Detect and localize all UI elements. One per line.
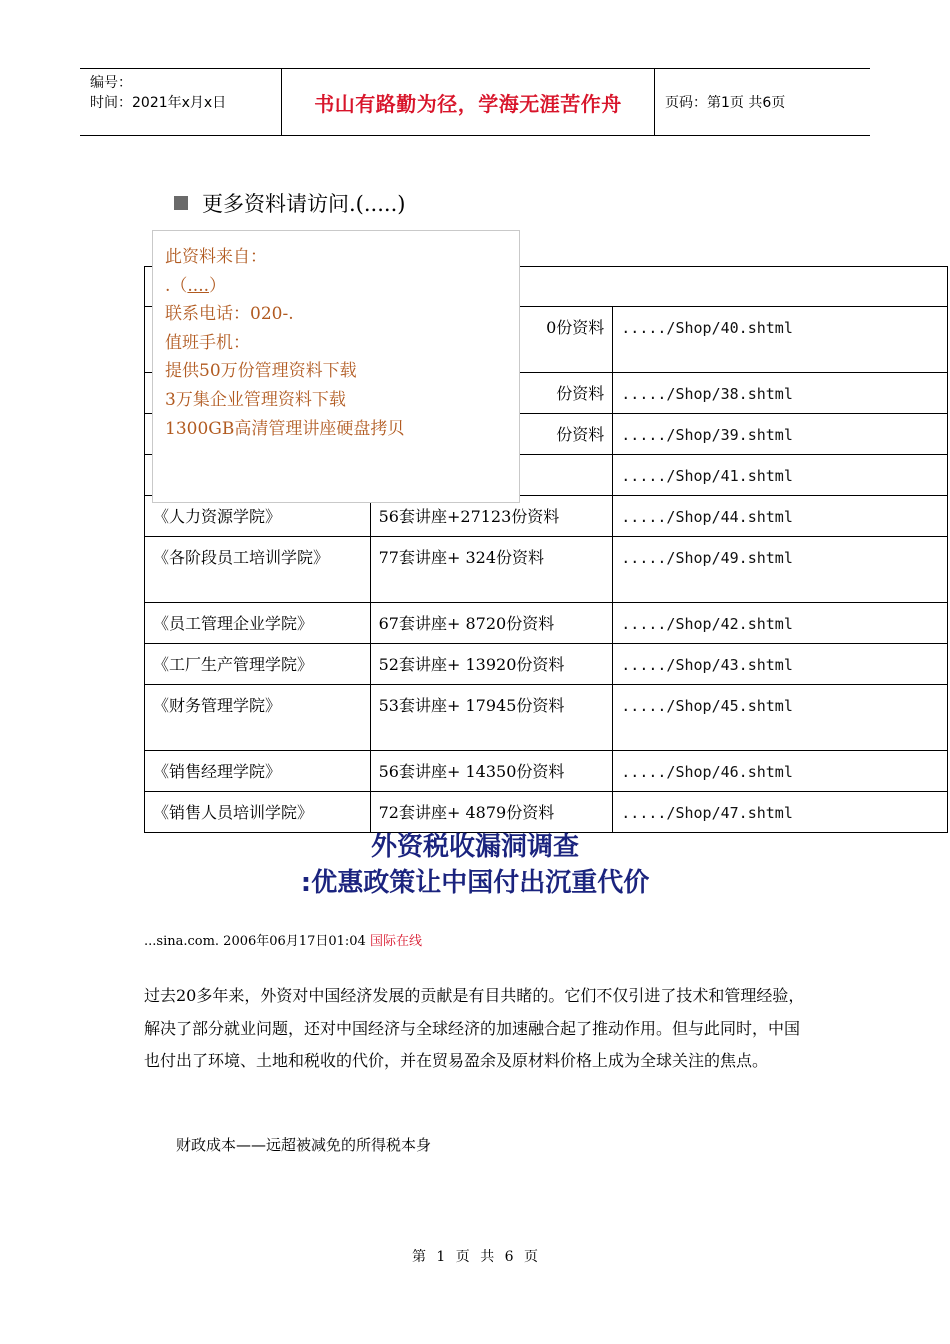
article-title-line-1: 外资税收漏洞调查	[370, 832, 579, 862]
article-meta-text: ...sina.com. 2006年06月17日01:04	[144, 934, 370, 949]
table-cell-content: 72套讲座+ 4879份资料	[370, 792, 613, 833]
table-cell-link[interactable]: ...../Shop/49.shtml	[613, 537, 948, 603]
article-subheading: 财政成本——远超被减免的所得税本身	[176, 1136, 432, 1154]
table-cell-name: 《人力资源学院》	[145, 496, 371, 537]
table-row	[145, 644, 948, 685]
article-source-link[interactable]: 国际在线	[369, 934, 422, 949]
table-cell-link[interactable]: ...../Shop/47.shtml	[613, 792, 948, 833]
square-bullet-icon	[174, 196, 188, 210]
table-cell-content: 56套讲座+ 14350份资料	[370, 751, 613, 792]
overlay-source-prefix: .（	[165, 275, 188, 296]
table-cell-content: 56套讲座+27123份资料	[370, 496, 613, 537]
table-cell-link[interactable]: ...../Shop/38.shtml	[613, 373, 948, 414]
table-row	[145, 751, 948, 792]
table-cell-link[interactable]: ...../Shop/46.shtml	[613, 751, 948, 792]
table-cell-name: 《各阶段员工培训学院》	[145, 537, 371, 603]
header-motto: 书山有路勤为径，学海无涯苦作舟	[282, 69, 655, 135]
table-row	[145, 537, 948, 603]
article-title-line-2: :优惠政策让中国付出沉重代价	[300, 868, 650, 898]
page-header	[80, 68, 870, 136]
more-resources	[174, 188, 405, 218]
header-meta	[80, 69, 282, 135]
overlay-source-suffix: ）	[209, 275, 227, 296]
table-cell-link[interactable]: ...../Shop/39.shtml	[613, 414, 948, 455]
overlay-source-line	[165, 272, 519, 301]
article-paragraph: 过去20多年来，外资对中国经济发展的贡献是有目共睹的。它们不仅引进了技术和管理经验，解决了部分就业问题，还对中国经济与全球经济的加速融合起了推动作用。但与此同时，中国也付出了环境、土地和税收的代价，并在贸易盈余及原材料价格上成为全球关注的焦点。	[144, 986, 805, 1070]
more-resources-text: 更多资料请访问.(.....)	[202, 192, 406, 216]
table-cell-content: 77套讲座+ 324份资料	[370, 537, 613, 603]
header-number: 编号：	[90, 75, 132, 91]
header-time: 时间：2021年x月x日	[90, 95, 227, 111]
table-cell-content: 份资料	[370, 373, 613, 414]
table-cell-link[interactable]: ...../Shop/41.shtml	[613, 455, 948, 496]
table-row	[145, 603, 948, 644]
table-cell-content: 份资料	[370, 414, 613, 455]
overlay-offer-2: 3万集企业管理资料下载	[165, 389, 346, 410]
table-cell-name: 《销售人员培训学院》	[145, 792, 371, 833]
table-cell-name: 《财务管理学院》	[145, 685, 371, 751]
overlay-mobile: 值班手机：	[165, 332, 250, 353]
header-page-info: 页码：第1页 共6页	[665, 95, 786, 111]
table-cell-link[interactable]: ...../Shop/44.shtml	[613, 496, 948, 537]
page-footer: 第 1 页 共 6 页	[411, 1249, 539, 1265]
overlay-offer-1: 提供50万份管理资料下载	[165, 361, 357, 382]
table-cell-link[interactable]: ...../Shop/45.shtml	[613, 685, 948, 751]
table-cell-name: 《工厂生产管理学院》	[145, 644, 371, 685]
article-meta	[144, 930, 422, 949]
overlay-phone: 联系电话：020-.	[165, 304, 294, 325]
table-cell-name: 《员工管理企业学院》	[145, 603, 371, 644]
table-cell-content: 52套讲座+ 13920份资料	[370, 644, 613, 685]
overlay-source-link[interactable]: ....	[187, 275, 210, 296]
info-overlay	[152, 230, 520, 503]
table-cell-link[interactable]: ...../Shop/43.shtml	[613, 644, 948, 685]
table-cell-content: 0份资料	[370, 307, 613, 373]
table-cell-name: 《销售经理学院》	[145, 751, 371, 792]
table-cell-content: 53套讲座+ 17945份资料	[370, 685, 613, 751]
overlay-offer-3: 1300GB高清管理讲座硬盘拷贝	[165, 418, 405, 439]
table-row	[145, 685, 948, 751]
table-cell-content: 67套讲座+ 8720份资料	[370, 603, 613, 644]
table-cell-link[interactable]: ...../Shop/40.shtml	[613, 307, 948, 373]
overlay-source-label: 此资料来自：	[165, 247, 267, 267]
table-cell-link[interactable]: ...../Shop/42.shtml	[613, 603, 948, 644]
